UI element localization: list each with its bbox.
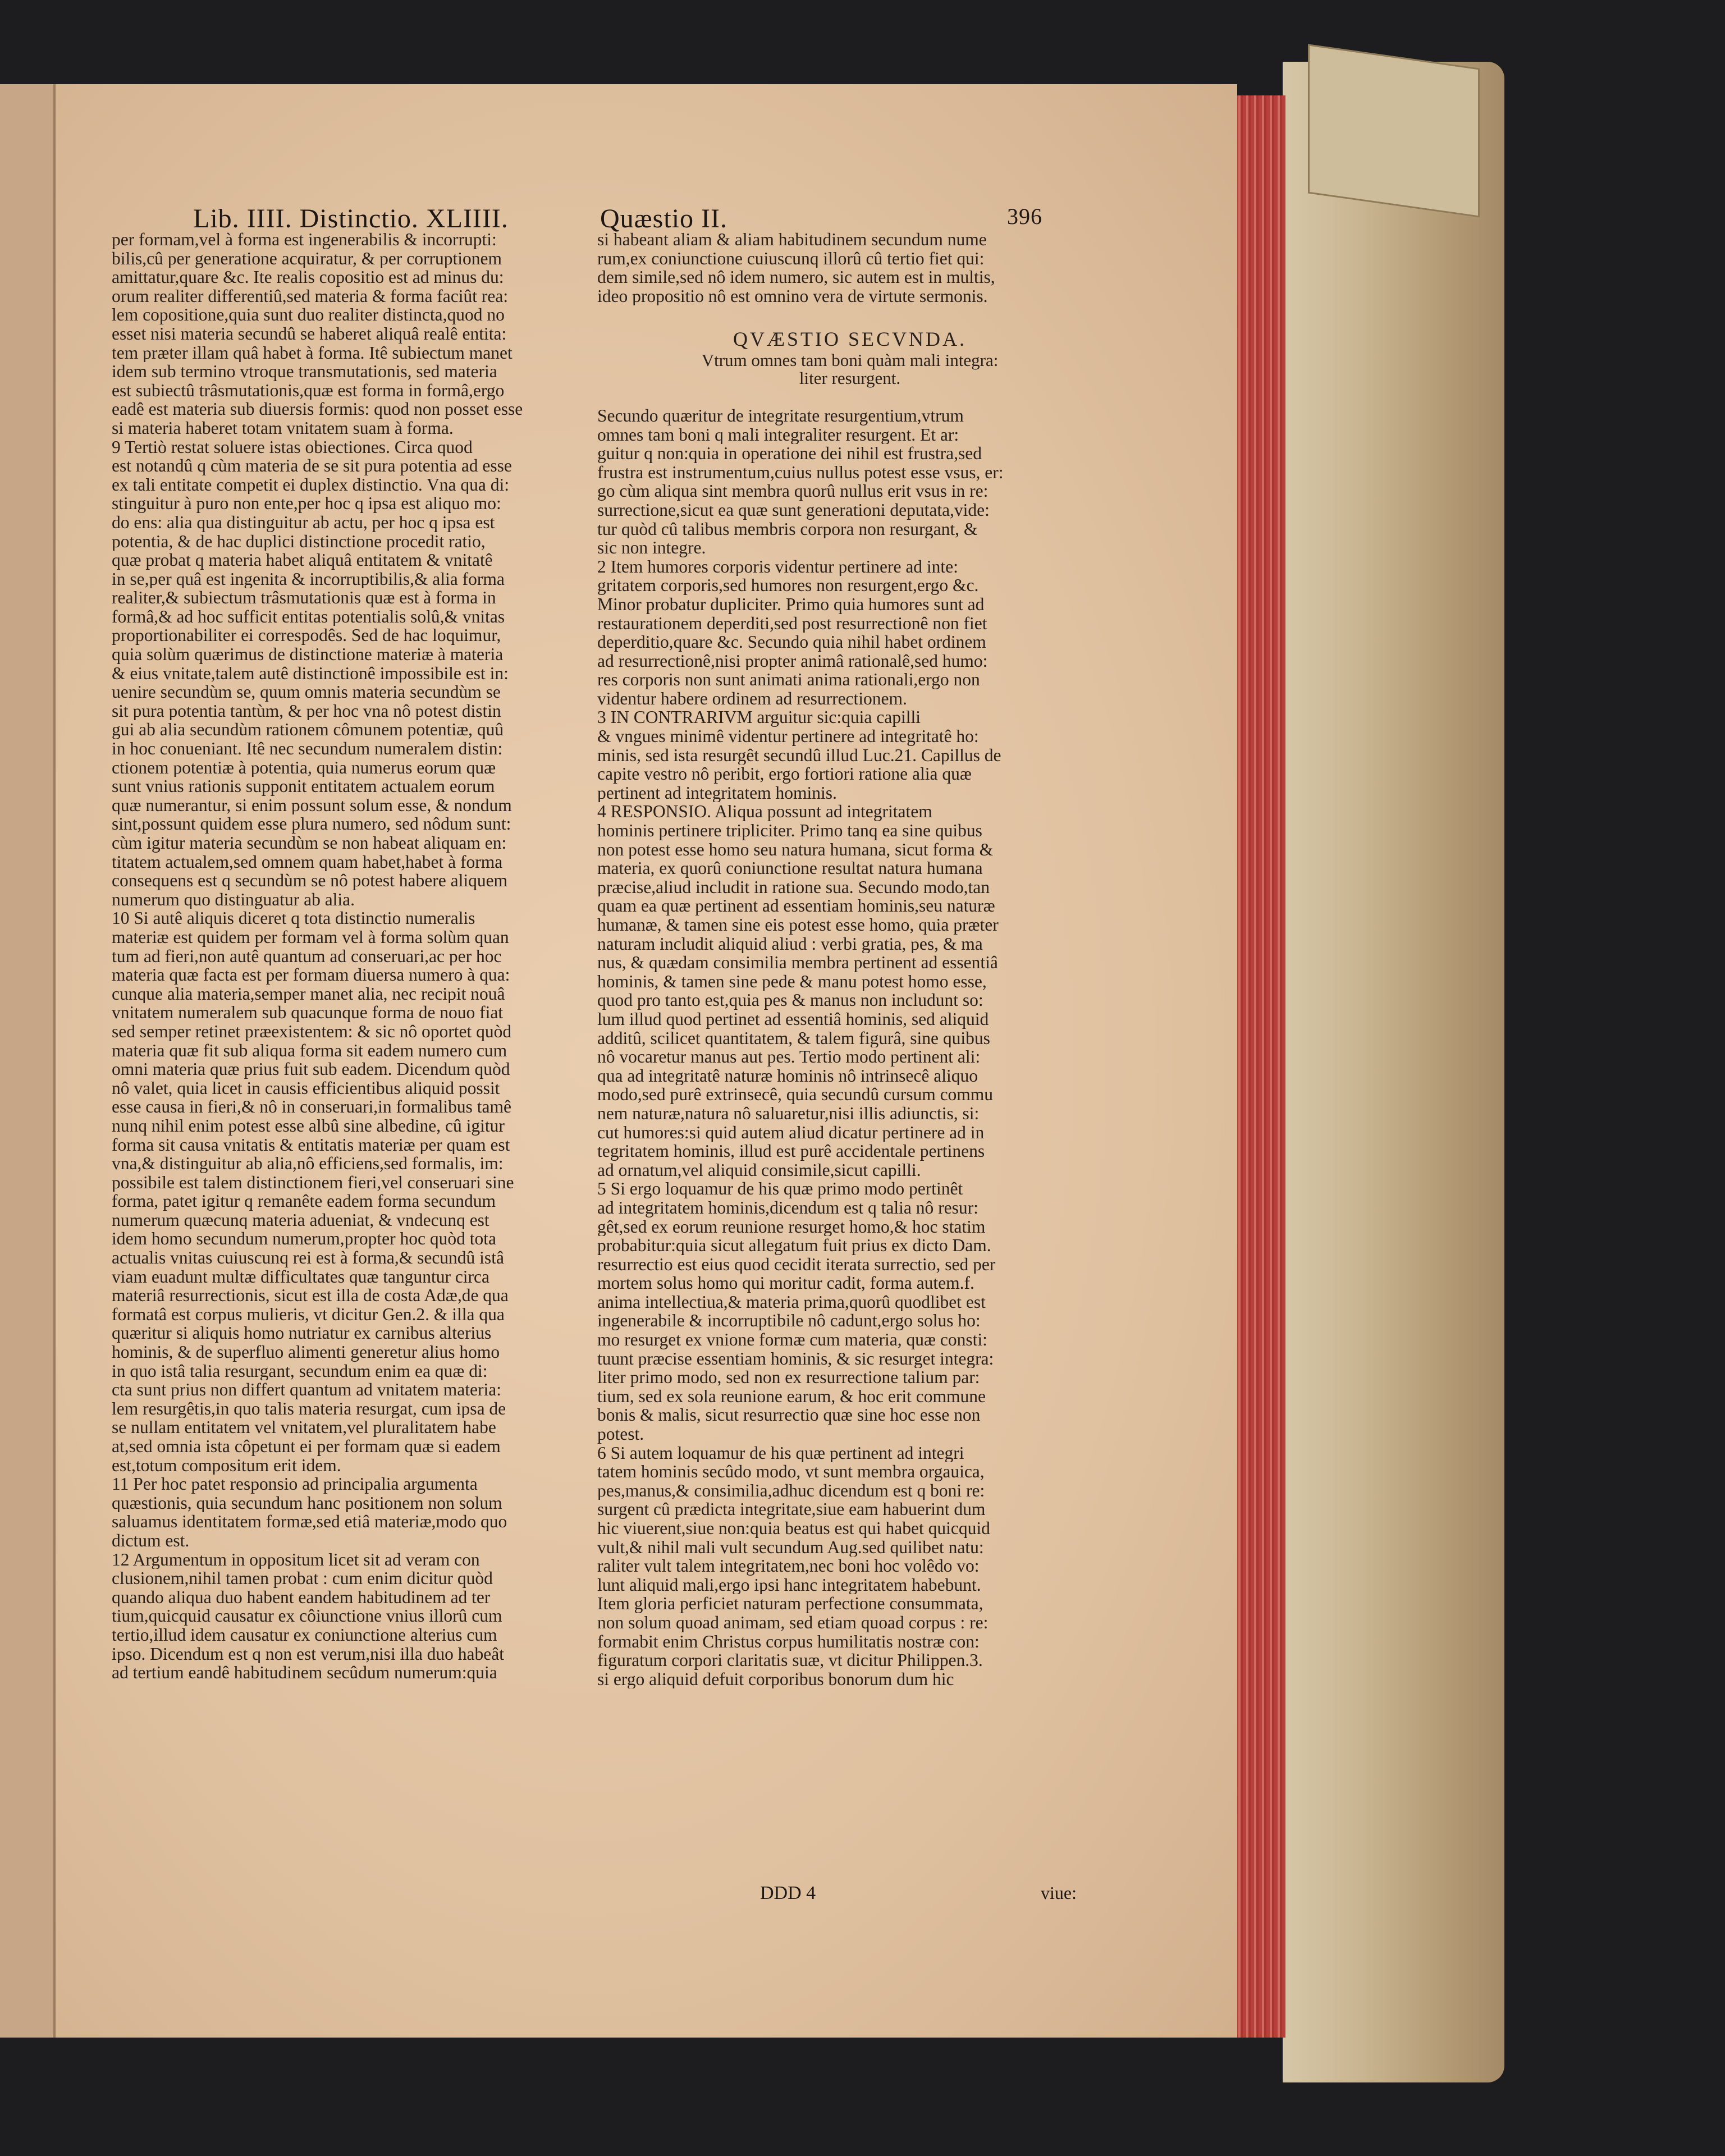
text-line: vna,& distinguitur ab alia,nô efficiens,sed formalis, im: <box>112 1154 504 1173</box>
text-line: quando aliqua duo habent eandem habitudinem ad ter <box>112 1587 491 1607</box>
text-line: sunt vnius rationis supponit entitatem actualem eorum <box>112 777 495 796</box>
text-line: sint,possunt quidem esse plura numero, sed nôdum sunt: <box>112 814 511 834</box>
text-line: quæ numerantur, si enim possunt solum esse, & nondum <box>112 795 512 815</box>
text-line: ctionem potentiæ à potentia, quia numerus eorum quæ <box>112 758 496 777</box>
text-line: nus, & quædam consimilia membra pertinent ad essentiâ <box>597 953 998 972</box>
text-line: ad tertium eandê habitudinem secûdum numerum:quia <box>112 1663 497 1682</box>
text-line: tatem hominis secûdo modo, vt sunt membra orgauica, <box>597 1462 985 1481</box>
right-column <box>597 230 1102 1688</box>
text-line: hominis, & tamen sine pede & manu potest homo esse, <box>597 972 987 991</box>
text-line: dictum est. <box>112 1531 190 1550</box>
text-line: sit pura potentia tantùm, & per hoc vna nô potest distin <box>112 701 501 721</box>
text-line: 9 Tertiò restat soluere istas obiectiones. Circa quod <box>112 437 473 457</box>
text-line: idem sub termino vtroque transmutationis, sed materia <box>112 362 497 381</box>
text-line: hic viuerent,siue non:quia beatus est qui habet quicquid <box>597 1519 990 1538</box>
text-line: omnes tam boni q mali integraliter resurgent. Et ar: <box>597 425 959 445</box>
text-line: go cùm aliqua sint membra quorû nullus erit vsus in re: <box>597 482 989 501</box>
catchword: viue: <box>1041 1883 1077 1903</box>
page-number: 396 <box>1007 204 1042 229</box>
text-line: numerum quo distinguatur ab alia. <box>112 890 355 909</box>
text-line: ad ornatum,vel aliquid consimile,sicut capilli. <box>597 1160 921 1180</box>
question-label: Quæstio II. <box>600 204 727 234</box>
text-line: proportionabiliter ei correspodês. Sed de hac loquimur, <box>112 626 501 646</box>
text-line: liter primo modo, sed non ex resurrectione talium par: <box>597 1368 980 1387</box>
text-line: eadê est materia sub diuersis formis: quod non posset esse <box>112 400 523 419</box>
text-line: frustra est instrumentum,cuius nullus potest esse vsus, er: <box>597 463 1004 482</box>
text-line: gêt,sed ex eorum reunione resurget homo,& hoc statim <box>597 1217 986 1237</box>
text-line: lem resurgêtis,in quo talis materia resurgat, cum ipsa de <box>112 1399 506 1418</box>
text-line: tem præter illam quâ habet à forma. Itê subiectum manet <box>112 343 513 363</box>
text-line: clusionem,nihil tamen probat : cum enim dicitur quòd <box>112 1569 493 1588</box>
text-line: tium, sed ex sola reunione earum, & hoc erit commune <box>597 1386 986 1406</box>
text-line: Secundo quæritur de integritate resurgentium,vtrum <box>597 406 964 425</box>
text-line: ex tali entitate competit ei duplex distinctio. Vna qua di: <box>112 475 509 495</box>
text-line: se nullam entitatem vel vnitatem,vel pluralitatem habe <box>112 1418 496 1437</box>
text-line: quia solùm quærimus de distinctione materiæ à materia <box>112 645 504 664</box>
text-line: figuratum corpori claritatis suæ, vt dicitur Philippen.3. <box>597 1651 983 1670</box>
text-line: minis, sed ista resurgêt secundû illud Luc.21. Capillus de <box>597 745 1001 765</box>
facing-page-edge <box>0 84 54 2038</box>
text-line: forma, patet igitur q remanête eadem forma secundum <box>112 1192 496 1211</box>
text-line: 10 Si autê aliquis diceret q tota distinctio numeralis <box>112 909 475 928</box>
text-line: 5 Si ergo loquamur de his quæ primo modo pertinêt <box>597 1179 963 1198</box>
text-line: ad integritatem hominis,dicendum est q talia nô resur: <box>597 1198 978 1217</box>
text-line: & vngues minimê videntur pertinere ad integritatê ho: <box>597 727 979 746</box>
text-line: forma sit causa vnitatis & entitatis materiæ per quam est <box>112 1135 510 1155</box>
question-subtitle-1: Vtrum omnes tam boni quàm mali integra: <box>701 350 999 370</box>
text-line: esset nisi materia secundû se haberet aliquâ realê entita: <box>112 324 507 344</box>
text-line: dem simile,sed nô idem numero, sic autem est in multis, <box>597 268 995 287</box>
text-line: in se,per quâ est ingenita & incorruptibilis,& alia forma <box>112 569 505 589</box>
text-line: surrectione,sicut ea quæ sunt generationi deputata,vide: <box>597 500 990 520</box>
text-line: sic non integre. <box>597 538 706 557</box>
text-line: do ens: alia qua distinguitur ab actu, per hoc q ipsa est <box>112 512 495 532</box>
text-line: est subiectû trâsmutationis,quæ est forma in formâ,ergo <box>112 381 505 400</box>
text-line: ipso. Dicendum est q non est verum,nisi illa duo habeât <box>112 1644 504 1664</box>
text-line: hominis, & de superfluo alimenti generetur alius homo <box>112 1343 500 1362</box>
text-line: materiæ est quidem per formam vel à forma solùm quan <box>112 927 509 947</box>
text-line: materia quæ fit sub aliqua forma sit eadem numero cum <box>112 1041 507 1060</box>
text-line: pes,manus,& consimilia,adhuc dicendum est q boni re: <box>597 1481 985 1500</box>
text-line: actualis vnitas cuiuscunq rei est à forma,& secundû istâ <box>112 1248 504 1267</box>
text-line: amittatur,quare &c. Ite realis copositio est ad minus du: <box>112 268 504 287</box>
text-line: viam euadunt multæ difficultates quæ tanguntur circa <box>112 1267 490 1287</box>
text-line: tertio,illud idem causatur ex coniunctione alterius cum <box>112 1625 497 1645</box>
text-line: restaurationem deperditi,sed post resurrectionê non fiet <box>597 614 987 633</box>
text-line: probabitur:quia sicut allegatum fuit prius ex dicto Dam. <box>597 1236 991 1255</box>
text-line: titatem actualem,sed omnem quam habet,habet à forma <box>112 852 503 872</box>
text-line: Minor probatur dupliciter. Primo quia humores sunt ad <box>597 594 985 614</box>
text-line: qua ad integritatê naturæ hominis nô intrinsecê aliquo <box>597 1066 978 1086</box>
text-line: hominis pertinere tripliciter. Primo tanq ea sine quibus <box>597 821 982 840</box>
text-line: quæritur si aliquis homo nutriatur ex carnibus alterius <box>112 1324 492 1343</box>
text-line: formabit enim Christus corpus humilitatis nostræ con: <box>597 1632 980 1651</box>
text-line: saluamus identitatem formæ,sed etiâ materiæ,modo quo <box>112 1512 507 1531</box>
text-line: numerum quæcunq materia adueniat, & vndecunq est <box>112 1210 489 1230</box>
text-line: Item gloria perficiet naturam perfectione consummata, <box>597 1594 983 1613</box>
text-line: idem homo secundum numerum,propter hoc quòd tota <box>112 1229 496 1249</box>
text-line: lem copositione,quia sunt duo realiter distincta,quod no <box>112 305 505 324</box>
text-line: at,sed omnia ista côpetunt ei per formam quæ si eadem <box>112 1437 501 1456</box>
text-line: additû, scilicet quantitatem, & talem figurâ, sine quibus <box>597 1028 990 1048</box>
text-line: humanæ, & tamen sine eis potest esse homo, quia præter <box>597 916 999 935</box>
text-line: uenire secundùm se, quum omnis materia secundùm se <box>112 683 501 702</box>
right-column-top <box>597 230 1102 305</box>
text-line: mortem solus homo qui moritur cadit, forma autem.f. <box>597 1274 974 1293</box>
text-line: guitur q non:quia in operatione dei nihil est frustra,sed <box>597 444 982 463</box>
question-title: QVÆSTIO SECVNDA. <box>733 328 967 351</box>
text-line: non potest esse homo seu natura humana, sicut forma & <box>597 840 994 859</box>
text-line: consequens est q secundùm se nô potest habere aliquem <box>112 871 508 890</box>
text-line: gui ab alia secundùm rationem cômunem potentiæ, quû <box>112 720 504 740</box>
text-line: 4 RESPONSIO. Aliqua possunt ad integritatem <box>597 802 932 822</box>
question-subtitle-2: liter resurgent. <box>799 368 901 388</box>
text-line: in hoc conueniant. Itê nec secundum numeralem distin: <box>112 739 503 758</box>
text-line: lunt aliquid mali,ergo ipsi hanc integritatem habebunt. <box>597 1575 981 1595</box>
text-line: cut humores:si quid autem aliud dicatur pertinere ad in <box>597 1123 985 1142</box>
text-line: orum realiter differentiû,sed materia & forma faciût rea: <box>112 286 509 306</box>
text-line: omni materia quæ prius fuit sub eadem. Dicendum quòd <box>112 1060 510 1079</box>
text-line: surgent cû prædicta integritate,siue eam habuerint dum <box>597 1500 986 1519</box>
book-page <box>53 84 1237 2038</box>
text-line: materia quæ facta est per formam diuersa numero à qua: <box>112 965 510 985</box>
text-line: non solum quoad animam, sed etiam quoad corpus : re: <box>597 1613 989 1632</box>
text-line: quæstionis, quia secundum hanc positionem non solum <box>112 1493 502 1513</box>
text-line: nô vocaretur manus aut pes. Tertio modo pertinent ali: <box>597 1047 981 1066</box>
text-line: ideo propositio nô est omnino vera de virtute sermonis. <box>597 286 988 306</box>
text-line: modo,sed purê extrinsecê, quia secundû cursum commu <box>597 1085 994 1104</box>
text-line: tum ad fieri,non autê quantum ad conseruari,ac per hoc <box>112 946 502 966</box>
text-line: 6 Si autem loquamur de his quæ pertinent ad integri <box>597 1443 964 1463</box>
text-line: 3 IN CONTRARIVM arguitur sic:quia capilli <box>597 708 921 727</box>
text-line: bilis,cû per generatione acquiratur, & per corruptionem <box>112 249 502 268</box>
text-line: bonis & malis, sicut resurrectio quæ sine hoc esse non <box>597 1406 981 1425</box>
signature-mark: DDD 4 <box>760 1883 816 1903</box>
text-line: si ergo aliquid defuit corporibus bonorum dum hic <box>597 1669 954 1689</box>
text-line: potentia, & de hac duplici distinctione procedit ratio, <box>112 532 486 551</box>
text-line: tur quòd cû talibus membris corpora non resurgant, & <box>597 519 978 539</box>
text-line: pertinent ad integritatem hominis. <box>597 783 837 803</box>
text-line: formâ,& ad hoc sufficit entitas potentialis solû,& vnitas <box>112 607 505 626</box>
text-line: capite vestro nô peribit, ergo fortiori ratione alia quæ <box>597 765 972 784</box>
text-line: est,totum compositum erit idem. <box>112 1455 341 1475</box>
text-line: cunque alia materia,semper manet alia, nec recipit nouâ <box>112 984 505 1004</box>
text-line: rum,ex coniunctione cuiuscunq illorû cû tertio fiet qui: <box>597 249 985 268</box>
text-line: resurrectio est eius quod cecidit iterata surrectio, sed per <box>597 1255 996 1274</box>
text-line: cta sunt prius non differt quantum ad vnitatem materia: <box>112 1380 501 1399</box>
text-line: 12 Argumentum in oppositum licet sit ad veram con <box>112 1550 480 1569</box>
text-line: est notandû q cùm materia de se sit pura potentia ad esse <box>112 456 512 475</box>
text-line: esse causa in fieri,& nô in conseruari,in formalibus tamê <box>112 1097 512 1116</box>
text-line: tium,quicquid causatur ex côiunctione vnius illorû cum <box>112 1606 502 1626</box>
text-line: mo resurget ex vnione formæ cum materia, quæ consti: <box>597 1330 987 1349</box>
text-line: vnitatem numeralem sub quacunque forma de nouo fiat <box>112 1003 504 1022</box>
text-line: nem naturæ,natura nô saluaretur,nisi illis adiunctis, si: <box>597 1104 980 1123</box>
text-line: realiter,& subiectum trâsmutationis quæ est à forma in <box>112 588 496 607</box>
red-page-edges <box>1235 95 1285 2038</box>
text-line: quæ probat q materia habet aliquâ entitatem & vnitatê <box>112 551 493 570</box>
text-line: lum illud quod pertinet ad essentiâ hominis, sed aliquid <box>597 1009 989 1029</box>
text-line: possibile est talem distinctionem fieri,vel conseruari sine <box>112 1173 514 1192</box>
text-line: nô valet, quia licet in causis efficientibus aliquid possit <box>112 1078 500 1098</box>
text-line: ingenerabile & incorruptibile nô cadunt,ergo solus ho: <box>597 1311 981 1331</box>
text-line: materia, ex quorû coniunctione resultat natura humana <box>597 859 983 878</box>
right-column-body <box>597 406 1102 1688</box>
left-column <box>112 230 606 1682</box>
text-line: 11 Per hoc patet responsio ad principalia argumenta <box>112 1475 478 1494</box>
text-line: in quo istâ talia resurgant, secundum enim ea quæ di: <box>112 1361 488 1381</box>
text-line: gritatem corporis,sed humores non resurgent,ergo &c. <box>597 576 979 595</box>
text-line: præcise,aliud includit in ratione sua. Secundo modo,tan <box>597 877 990 897</box>
text-line: raliter vult talem integritatem,nec boni hoc volêdo vo: <box>597 1557 980 1576</box>
text-line: formatâ est corpus mulieris, vt dicitur Gen.2. & illa qua <box>112 1304 505 1324</box>
text-line: si materia haberet totam vnitatem suam à forma. <box>112 418 454 438</box>
running-title: Lib. IIII. Distinctio. XLIIII. <box>193 204 509 234</box>
vellum-binding <box>1283 62 1504 2082</box>
binding-fold <box>1308 44 1480 217</box>
text-line: nunq nihil enim potest esse albû sine albedine, cû igitur <box>112 1116 505 1136</box>
text-line: quam ea quæ pertinent ad essentiam hominis,seu naturæ <box>597 896 995 916</box>
text-line: & eius vnitate,talem autê distinctionê impossibile est in: <box>112 663 509 683</box>
text-line: sed semper retinet præexistentem: & sic nô oportet quòd <box>112 1022 512 1041</box>
text-line: si habeant aliam & aliam habitudinem secundum nume <box>597 230 987 249</box>
text-line: tegritatem hominis, illud est purê accidentale pertinens <box>597 1142 985 1161</box>
text-line: videntur habere ordinem ad resurrectionem. <box>597 689 907 708</box>
text-line: 2 Item humores corporis videntur pertinere ad inte: <box>597 557 958 576</box>
text-line: stinguitur à puro non ente,per hoc q ipsa est aliquo mo: <box>112 494 501 513</box>
text-line: ad resurrectionê,nisi propter animâ rationalê,sed humo: <box>597 651 988 671</box>
text-line: deperditio,quare &c. Secundo quia nihil habet ordinem <box>597 633 986 652</box>
text-line: cùm igitur materia secundùm se non habeat aliquam en: <box>112 834 507 853</box>
text-line: tuunt præcise essentiam hominis, & sic resurget integra: <box>597 1349 994 1368</box>
text-line: anima intellectiua,& materia prima,quorû quodlibet est <box>597 1292 986 1312</box>
text-line: res corporis non sunt animati anima rationali,ergo non <box>597 670 980 689</box>
text-line: quod pro tanto est,quia pes & manus non includunt so: <box>597 991 983 1010</box>
text-line: per formam,vel à forma est ingenerabilis & incorrupti: <box>112 230 497 249</box>
text-line: vult,& nihil mali vult secundum Aug.sed quilibet natu: <box>597 1537 984 1557</box>
text-line: potest. <box>597 1425 644 1444</box>
text-line: naturam includit aliquid aliud : verbi gratia, pes, & ma <box>597 934 983 954</box>
text-line: materiâ resurrectionis, sicut est illa de costa Adæ,de qua <box>112 1286 509 1305</box>
